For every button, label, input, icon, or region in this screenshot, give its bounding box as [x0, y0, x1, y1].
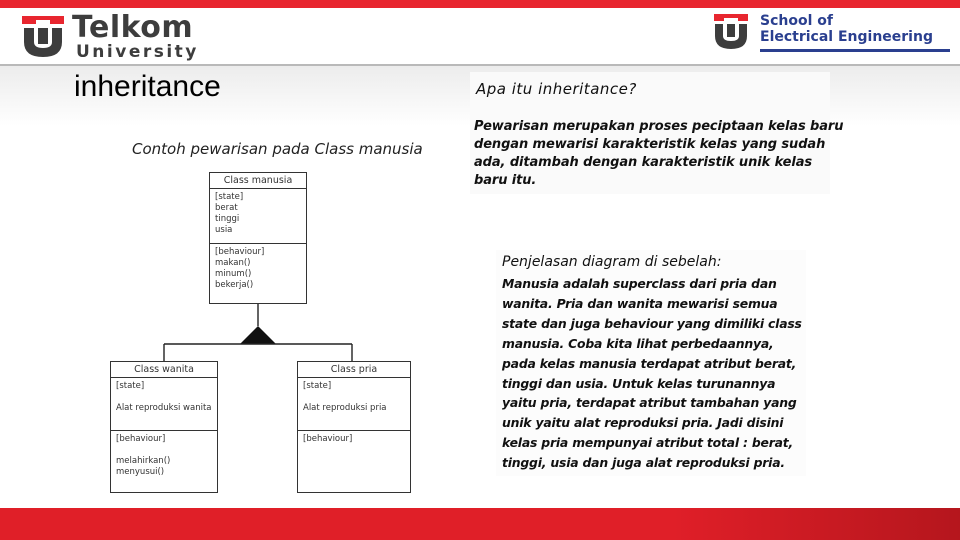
school-shield-icon — [712, 12, 750, 50]
behaviour-section — [298, 430, 410, 448]
class-diagram-panel — [84, 132, 424, 508]
definition-line: ada, ditambah dengan karakteristik unik kelas — [474, 155, 813, 170]
behaviour-line: melahirkan() — [116, 456, 171, 466]
class-name: Class pria — [298, 362, 410, 378]
slide-title: inheritance — [74, 70, 221, 103]
brand-name: Telkom — [72, 10, 194, 45]
state-line: [state] — [116, 381, 145, 391]
behaviour-line: [behaviour] — [303, 434, 353, 444]
bottom-accent-bar — [0, 508, 960, 540]
state-line: usia — [215, 225, 233, 235]
inheritance-arrow-icon — [240, 326, 276, 344]
state-line: berat — [215, 203, 238, 213]
explanation-line: tinggi, usia dan juga alat reproduksi pria. — [502, 455, 785, 471]
class-box-wanita — [110, 361, 218, 493]
diagram-title: Contoh pewarisan pada Class manusia — [132, 140, 423, 158]
state-line — [303, 392, 405, 403]
state-line: Alat reproduksi wanita — [116, 403, 212, 413]
state-section — [298, 378, 410, 430]
behaviour-line: [behaviour] — [116, 434, 166, 444]
top-accent-bar — [0, 0, 960, 8]
school-name-line2: Electrical Engineering — [760, 29, 933, 45]
definition-text — [474, 118, 844, 190]
behaviour-line — [116, 445, 212, 456]
state-line — [116, 392, 212, 403]
explanation-line: tinggi dan usia. Untuk kelas turunannya — [502, 375, 776, 391]
explanation-line: state dan juga behaviour yang dimiliki class — [502, 315, 802, 331]
explanation-line: manusia. Coba kita lihat perbedaannya, — [502, 335, 774, 351]
school-logo — [712, 12, 952, 52]
behaviour-section — [111, 430, 217, 481]
class-name: Class manusia — [210, 173, 306, 189]
brand-subtitle: University — [76, 42, 199, 62]
state-section — [111, 378, 217, 430]
definition-box — [470, 72, 844, 194]
state-line: [state] — [303, 381, 332, 391]
state-line: tinggi — [215, 214, 240, 224]
explanation-box — [496, 250, 806, 476]
behaviour-line: [behaviour] — [215, 247, 265, 257]
explanation-line: Manusia adalah superclass dari pria dan — [502, 276, 777, 291]
explanation-title: Penjelasan diagram di sebelah: — [502, 254, 722, 270]
telkom-university-logo — [20, 12, 210, 60]
school-underline — [760, 49, 950, 52]
explanation-line: unik yaitu alat reproduksi pria. Jadi disini — [502, 415, 784, 431]
definition-line: Pewarisan merupakan proses peciptaan kelas baru — [474, 119, 844, 134]
school-name-line1: School of — [760, 13, 833, 29]
telkom-shield-icon — [20, 12, 66, 58]
explanation-line: kelas pria mempunyai atribut total : berat, — [502, 435, 794, 451]
state-line: Alat reproduksi pria — [303, 403, 387, 413]
explanation-line: wanita. Pria dan wanita mewarisi semua — [502, 295, 778, 311]
explanation-line: pada kelas manusia terdapat atribut berat, — [502, 355, 797, 371]
behaviour-line: menyusui() — [116, 467, 165, 477]
explanation-line: yaitu pria, terdapat atribut tambahan yang — [502, 395, 797, 411]
definition-line: baru itu. — [474, 173, 537, 188]
state-line: [state] — [215, 192, 244, 202]
behaviour-line: bekerja() — [215, 280, 254, 290]
class-name: Class wanita — [111, 362, 217, 378]
class-box-pria — [297, 361, 411, 493]
behaviour-line: makan() — [215, 258, 251, 268]
definition-line: dengan mewarisi karakteristik kelas yang sudah — [474, 137, 826, 152]
behaviour-line: minum() — [215, 269, 252, 279]
explanation-text — [502, 274, 802, 473]
definition-title: Apa itu inheritance? — [476, 80, 637, 98]
